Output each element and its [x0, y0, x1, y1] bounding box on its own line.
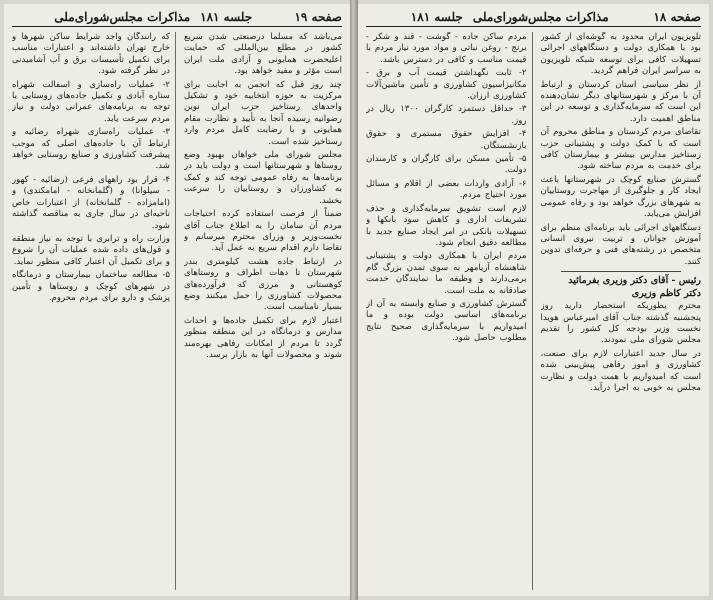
left-page-columns [12, 32, 342, 590]
paragraph: چند روز قبل که انجمن به اجابت برای مرکزیت به حوزه انتخابیه خود و تشکیل واحدهای رستاخیز حزب ایران نوین رضوانیه رسیده آنجا به تأیید و نظارت مقام همایونی و با رضایت کامل مردم وارد رستاخیز شده است. [184, 79, 342, 147]
paragraph: ۳- عملیات راه‌سازی شهراه رضائیه و ارتباط آن با جاده‌های اصلی که موجب پیشرفت کشاورزی و صنایع روستایی خواهد شد. [12, 127, 170, 172]
paragraph: مجلس شورای ملی خواهان بهبود وضع روستاها و شهرستانها است و دولت باید در برنامه‌ها به رفاه عمومی توجه کند و کمک به کشاورزان و روستاییان را سرعت بخشد. [184, 150, 342, 206]
paragraph: تقاضای مردم کردستان و مناطق محروم آن است که با کمک دولت و پشتیبانی حزب رستاخیز مدارس بیشتر و بیمارستان کافی برای خدمت به مردم ساخته شود. [540, 127, 701, 172]
paragraph: گسترش کشاورزی و صنایع وابسته به آن از برنامه‌های اساسی دولت بوده و ما امیدواریم با سرمایه‌گذاری صحیح نتایج مطلوب حاصل شود. [366, 298, 527, 344]
paragraph: در ارتباط جاده هشت کیلومتری بندر شهرستان تا دهات اطراف و روستاهای کوهستانی و مرزی که فرآورده‌های محصولات کشاورزی را حمل میکنند وضع بسیار نامناسب است. [184, 256, 342, 313]
speaker-name: دکتر کاظم وزیری [631, 288, 701, 300]
left-page-session: جلسه ۱۸۱ [200, 10, 253, 24]
paragraph: ۶- آزادی واردات بعضی از اقلام و مسائل مورد احتیاج مردم. [366, 178, 527, 201]
right-page-columns [366, 32, 701, 590]
paragraph: ۲- ثابت نگهداشتن قیمت آب و برق - مکانیزاسیون کشاورزی و تأمین ماشین‌آلات کشاورزی ارزان. [366, 68, 527, 102]
left-page-header [12, 8, 342, 27]
paragraph: ۵- تأمین مسکن برای کارگران و کارمندان دولت. [366, 154, 527, 176]
right-page-header [366, 8, 701, 27]
left-page-number: صفحه ۱۹ [294, 10, 342, 24]
divider [561, 271, 682, 272]
paragraph: ۴- قرار بود راههای فرعی (رضائیه - کهور - سیلوانا) و (گلمانخانه - امامکندی) و (امامزاده - گلمانخانه) از اعتبارات خاص ناحیه‌ای در سال جاری به مناقصه گذاشته شود. [12, 174, 170, 231]
book-gutter [350, 0, 358, 600]
paragraph: گسترش صنایع کوچک در شهرستانها باعث ایجاد کار و جلوگیری از مهاجرت روستاییان به شهرهای بزرگ خواهد بود و رفاه عمومی افزایش می‌یابد. [540, 174, 701, 220]
right-page-col-left [366, 32, 533, 590]
paragraph: تلویزیون ایران محدود به گوشه‌ای از کشور بود با همکاری دولت و دستگاههای اجرائی تسهیلات کافی برای توسعه شبکه تلویزیون به سراسر ایران فراهم گردید. [540, 32, 701, 77]
paragraph: که رانندگان واجد شرایط ساکن شهرها و خارج تهران داشته‌اند و اعتبارات مناسب برای تکمیل تأسیسات برق و آب آشامیدنی در نظر گرفته شود. [12, 32, 170, 77]
paragraph: ۲- عملیات راه‌سازی و اسفالت شهراه ستاره آبادی و تکمیل جاده‌های روستایی با توجه به برنامه‌های عمرانی دولت و نیاز مردم سرعت یابد. [12, 79, 170, 124]
paragraph: ۵- مطالعه ساختمان بیمارستان و درمانگاه در شهرهای کوچک و روستاها و تأمین پزشک و دارو برای مردم محروم. [12, 270, 170, 303]
paragraph: وزارت راه و ترابری با توجه به نیاز منطقه و قول‌های داده شده عملیات آن را شروع و برای تکمیل آن اعتبار کافی منظور نماید. [12, 233, 170, 267]
right-page-session: جلسه ۱۸۱ [410, 10, 463, 24]
right-page-title: مذاکرات مجلس‌شورای‌ملی [472, 10, 609, 24]
paragraph: لازم است تشویق سرمایه‌گذاری و حذف تشریفات اداری و کاهش سود بانکها و تسهیلات بانکی در امر ایجاد صنایع جدید با مطالعه دقیق انجام شود. [366, 203, 527, 248]
right-page-number: صفحه ۱۸ [653, 10, 701, 24]
left-page-title: مذاکرات مجلس‌شورای‌ملی [54, 10, 191, 24]
paragraph: ۳- حداقل دستمزد کارگران ۱۳۰۰ ریال در روز. [366, 104, 527, 126]
right-page [358, 4, 709, 596]
paragraph: در سال جدید اعتبارات لازم برای صنعت، کشاورزی و امور رفاهی پیش‌بینی شده است که امیدواریم با همت دولت و نظارت مجلس به خوبی به اجرا درآید. [540, 348, 701, 393]
paragraph: ۴- افزایش حقوق مستمری و حقوق بازنشستگان. [366, 129, 527, 151]
paragraph: از نظر سیاسی استان کردستان و ارتباط آن با مرکز و شهرستانهای دیگر نشان‌دهنده این است که سرمایه‌گذاری و توسعه در این مناطق اهمیت دارد. [540, 79, 701, 124]
paragraph: ضمناً از فرصت استفاده کرده احتیاجات مردم آن سامان را به اطلاع جناب آقای نخست‌وزیر و وزرای محترم میرسانم و تقاضا دارم اقدام سریع به عمل آید. [184, 209, 342, 254]
left-page-col-left [12, 32, 176, 590]
paragraph: محترم بطوریکه استحضار دارید روز پنجشنبه گذشته جناب آقای امیرعباس هویدا نخست وزیر بودجه کل کشور را تقدیم مجلس شورای ملی نمودند. [540, 301, 701, 346]
right-page-col-right [541, 32, 702, 590]
paragraph: مردم ساکن جاده - گوشت - قند و شکر - برنج - روغن نباتی و مواد مورد نیاز مردم با قیمت مناسب و کافی در دسترس باشد. [366, 32, 527, 65]
speaker-line: رئیس - آقای دکتر وزیری بفرمائید [568, 275, 701, 287]
paragraph: اعتبار لازم برای تکمیل جاده‌ها و احداث مدارس و درمانگاه در این منطقه منظور گردد تا مردم از امکانات رفاهی بهره‌مند شوند و محصولات آنها به بازار برسد. [184, 315, 342, 360]
left-page [4, 4, 350, 596]
left-page-col-right [184, 32, 342, 590]
paragraph: می‌باشد که مسلماً درصنعتی شدن سریع کشور در مطلع بین‌المللی که حمایت اعلیحضرت همایونی و آزادی ملت ایران است مؤثر و مفید خواهد بود. [184, 32, 342, 77]
paragraph: دستگاههای اجرائی باید برنامه‌ای منظم برای آموزش جوانان و تربیت نیروی انسانی متخصص در رشته‌های فنی و حرفه‌ای تدوین کنند. [540, 222, 701, 267]
paragraph: مردم ایران با همکاری دولت و پشتیبانی شاهنشاه آریامهر به سوی تمدن بزرگ گام برمی‌دارند و وظیفه ما نمایندگان خدمت صادقانه به ملت است. [366, 251, 527, 296]
